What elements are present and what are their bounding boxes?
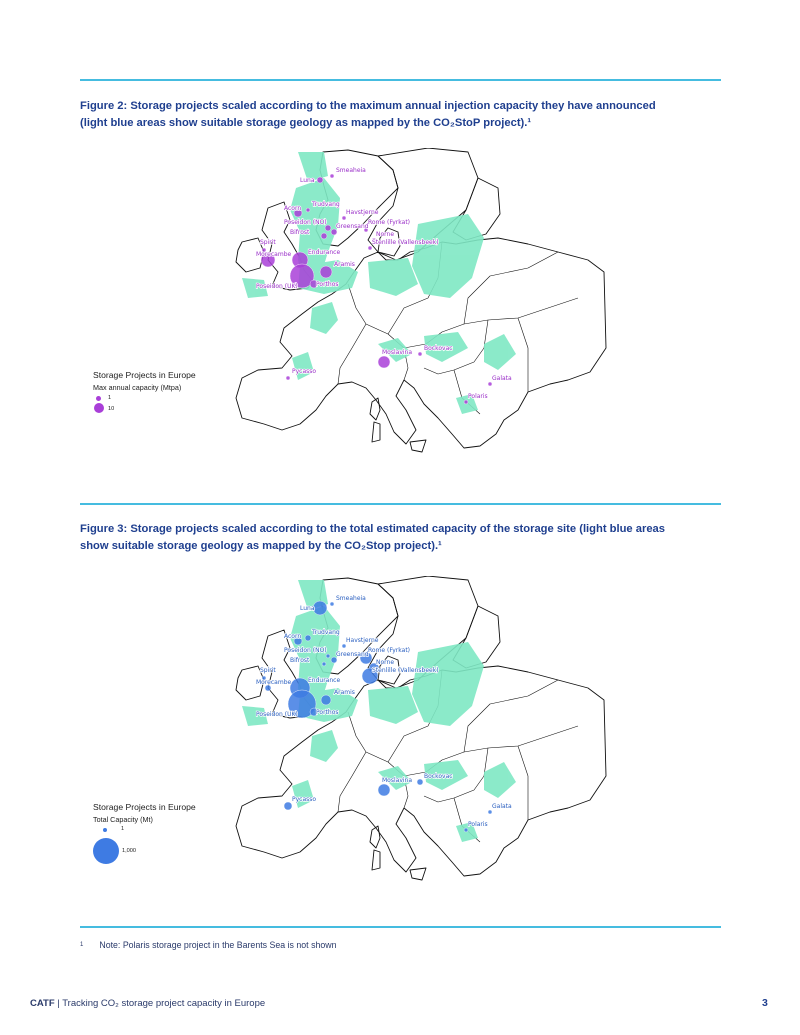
project-label: Aramis (334, 689, 355, 696)
germany-geology (368, 686, 418, 724)
black-sea-geology (484, 334, 516, 370)
project-label: Galata (492, 803, 512, 810)
bay-of-biscay-geology (292, 352, 317, 380)
project-marker (488, 382, 492, 386)
france-geology (310, 302, 338, 334)
project-marker (464, 828, 468, 832)
figure-2-legend-title: Storage Projects in Europe (93, 370, 196, 380)
figure-3-map (228, 576, 608, 892)
project-label: Galata (492, 375, 512, 382)
footnote-mark: 1 (80, 942, 84, 948)
project-label: Bockovac (424, 345, 453, 352)
project-label: Spirit (260, 239, 276, 246)
project-marker (284, 802, 292, 810)
project-label: Poseidon (UK) (256, 711, 298, 718)
page-number: 3 (762, 997, 768, 1009)
project-marker (418, 352, 422, 356)
figure-2-legend-subtitle: Max annual capacity (Mtpa) (93, 383, 182, 392)
figure-2-legend-dot-small (96, 396, 101, 401)
project-label: Bockovac (424, 773, 453, 780)
footer-title: Tracking CO₂ storage project capacity in Europe (62, 998, 266, 1009)
germany-geology (368, 258, 418, 296)
figure-2-map (228, 148, 608, 464)
project-marker (321, 233, 327, 239)
project-label: Norne (376, 659, 395, 666)
project-label: Rome (Fyrkat) (368, 647, 411, 654)
figure-3-caption (80, 521, 720, 555)
project-marker (305, 635, 311, 641)
project-label: Moslavina (382, 777, 413, 784)
figure-2-legend-value-large: 10 (108, 406, 115, 412)
project-label: Stenlille (Vallensbeek) (372, 239, 439, 246)
figure-2-legend-value-small: 1 (108, 395, 112, 401)
figure-3-legend-value-small: 1 (121, 826, 125, 832)
corsica-sardinia (370, 826, 380, 870)
europe-coastlines (236, 576, 606, 880)
figure-3-legend-title: Storage Projects in Europe (93, 802, 196, 812)
project-marker (317, 177, 323, 183)
project-label: Havstjerne (346, 637, 379, 644)
project-label: Polaris (468, 821, 488, 828)
project-marker (488, 810, 492, 814)
france-geology (310, 730, 338, 762)
bottom-divider (80, 926, 721, 928)
project-label: Morecambe (256, 679, 292, 686)
project-marker (326, 654, 330, 658)
project-label: Polaris (468, 393, 488, 400)
project-marker (286, 376, 290, 380)
footer-org: CATF (30, 998, 55, 1009)
top-divider (80, 79, 721, 81)
project-label: Morecambe (256, 251, 292, 258)
project-marker (330, 174, 334, 178)
project-marker (378, 784, 390, 796)
footnote (80, 940, 337, 950)
figure-3-caption-line-1: Figure 3: Storage projects scaled according to the total estimated capacity of the storage site (light blue areas (80, 523, 666, 535)
project-label: Acorn (284, 633, 302, 640)
project-label: Poseidon (NO) (284, 647, 327, 654)
project-label: Pycasso (292, 796, 317, 803)
project-marker (313, 601, 327, 615)
project-label: Luna (300, 177, 315, 184)
figure-2-legend-dot-large (94, 403, 104, 413)
project-label: Rome (Fyrkat) (368, 219, 411, 226)
figure-2-caption (80, 98, 720, 132)
figure-3-legend-value-large: 1,000 (122, 848, 136, 854)
project-label: Smeaheia (336, 595, 366, 602)
figure-3-legend-dot-large (93, 838, 119, 864)
baltic-poland-geology (412, 642, 484, 726)
project-label: Porthos (316, 281, 339, 288)
project-label: Greensand (336, 651, 369, 658)
project-marker (368, 246, 372, 250)
project-marker (342, 216, 346, 220)
footer-separator: | (54, 998, 63, 1009)
project-label: Bifrost (290, 657, 310, 664)
black-sea-geology (484, 762, 516, 798)
project-label: Spirit (260, 667, 276, 674)
baltic-poland-geology (412, 214, 484, 298)
europe-coastlines (236, 148, 606, 452)
project-label: Luna (300, 605, 315, 612)
project-marker (320, 266, 332, 278)
project-label: Greensand (336, 223, 369, 230)
figure-3-map-svg (228, 576, 608, 892)
page-footer (30, 998, 265, 1009)
project-marker (417, 779, 423, 785)
figure-2-caption-line-2: (light blue areas show suitable storage geology as mapped by the CO₂StoP project).¹ (80, 117, 532, 129)
project-marker (378, 356, 390, 368)
project-label: Pycasso (292, 368, 317, 375)
figure-2-caption-line-1: Figure 2: Storage projects scaled according to the maximum annual injection capacity they have announced (80, 100, 656, 112)
project-label: Endurance (308, 677, 341, 684)
project-label: Trudvang (312, 629, 340, 636)
figure-3-legend-dot-small (103, 828, 107, 832)
project-marker (464, 400, 468, 404)
sicily (410, 440, 426, 452)
project-label: Poseidon (NO) (284, 219, 327, 226)
footnote-text: Note: Polaris storage project in the Barents Sea is not shown (99, 940, 337, 950)
project-label: Stenlille (Vallensbeek) (372, 667, 439, 674)
project-marker (322, 662, 326, 666)
project-marker (330, 602, 334, 606)
project-label: Aramis (334, 261, 355, 268)
project-label: Poseidon (UK) (256, 283, 298, 290)
project-label: Bifrost (290, 229, 310, 236)
figure-2-map-svg (228, 148, 608, 464)
middle-divider (80, 503, 721, 505)
project-label: Havstjerne (346, 209, 379, 216)
project-label: Smeaheia (336, 167, 366, 174)
project-label: Porthos (316, 709, 339, 716)
project-label: Endurance (308, 249, 341, 256)
sicily (410, 868, 426, 880)
project-marker (306, 208, 310, 212)
project-label: Moslavina (382, 349, 413, 356)
project-label: Acorn (284, 205, 302, 212)
project-marker (342, 644, 346, 648)
figure-3-caption-line-2: show suitable storage geology as mapped by the CO₂Stop project).¹ (80, 540, 442, 552)
project-label: Trudvang (312, 201, 340, 208)
figure-3-legend-subtitle: Total Capacity (Mt) (93, 815, 153, 824)
project-marker (321, 695, 331, 705)
bay-of-biscay-geology (292, 780, 317, 808)
project-label: Norne (376, 231, 395, 238)
corsica-sardinia (370, 398, 380, 442)
